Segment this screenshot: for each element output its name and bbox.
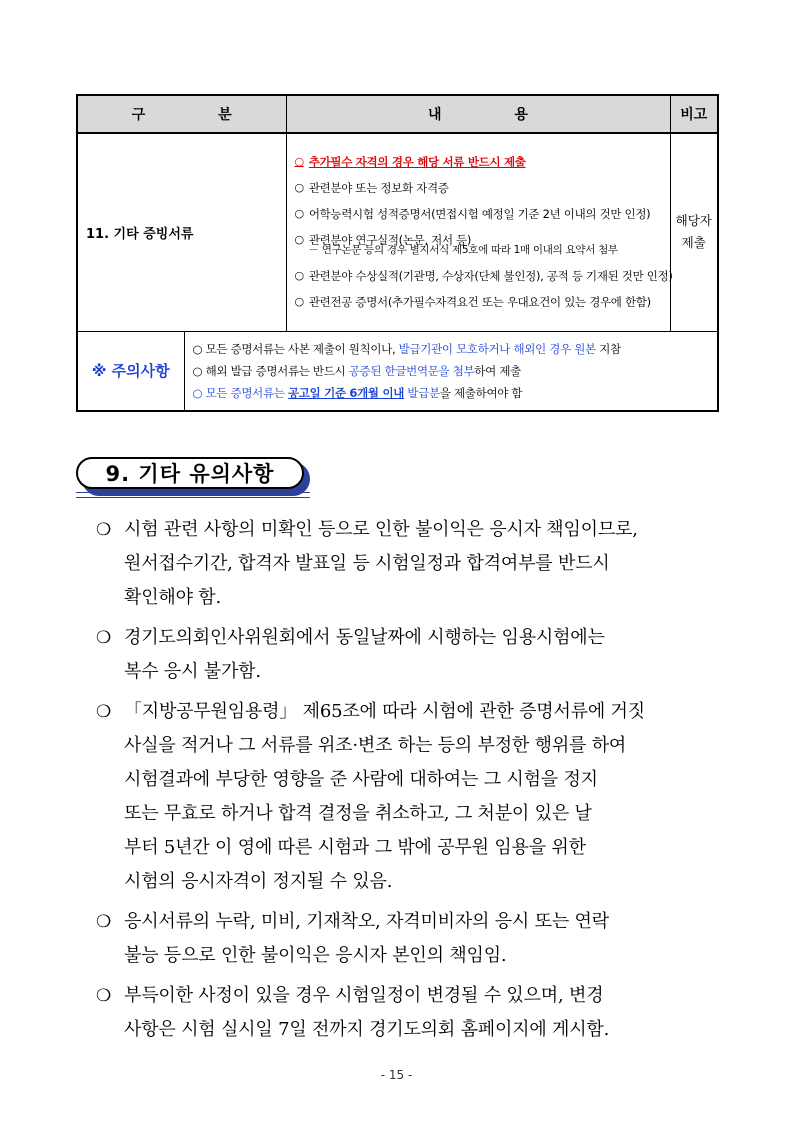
paragraph-lines [124, 513, 718, 615]
list-item: ○ 관련분야 수상실적(기관명, 수상자(단체 불인정), 공적 등 기재된 것만 인정) [294, 269, 673, 284]
table-header-row [77, 95, 718, 133]
notes-row [77, 331, 718, 411]
section-title: 9. 기타 유의사항 [76, 457, 304, 489]
table-row [77, 133, 718, 331]
paragraph-line: 확인해야 함. [124, 587, 221, 608]
list-item: ○ 어학능력시험 성적증명서(면접시험 예정일 기준 2년 이내의 것만 인정) [294, 207, 651, 222]
note-line: ○ 해외 발급 증명서류는 반드시 공증된 한글번역문을 첨부하여 제출 [192, 363, 521, 378]
list-item: ○ 추가필수 자격의 경우 해당 서류 반드시 제출 [294, 155, 526, 170]
document-table [76, 94, 719, 412]
paragraph-line: 경기도의회인사위원회에서 동일날짜에 시행하는 임용시험에는 [124, 627, 605, 648]
paragraph-line: 원서접수기간, 합격자 발표일 등 시험일정과 합격여부를 반드시 [124, 553, 610, 574]
paragraph-lines [124, 979, 718, 1047]
paragraph [96, 695, 718, 899]
list-item: ○ 관련전공 증명서(추가필수자격요건 또는 우대요건이 있는 경우에 한함) [294, 295, 651, 310]
circle-bullet-icon: ❍ [96, 912, 112, 932]
paragraph-line: 복수 응시 불가함. [124, 661, 261, 682]
paragraph-lines [124, 695, 718, 899]
row-remark [670, 133, 718, 331]
circle-bullet-icon: ❍ [96, 702, 112, 722]
paragraph-line: 사항은 시험 실시일 7일 전까지 경기도의회 홈페이지에 게시함. [124, 1019, 610, 1040]
paragraph-line: 시험의 응시자격이 정지될 수 있음. [124, 871, 393, 892]
paragraph-lines [124, 905, 718, 973]
remark-line: 해당자 [675, 213, 712, 229]
remark-line: 제출 [681, 235, 706, 251]
note-line: ○ 모든 증명서류는 공고일 기준 6개월 이내 발급분을 제출하여야 함 [192, 385, 523, 400]
header-content: 내 용 [286, 95, 670, 133]
notes-label: ※ 주의사항 [77, 331, 184, 411]
list-subitem: － 연구논문 등의 경우 별지서식 제5호에 따라 1매 이내의 요약서 첨부 [308, 244, 618, 257]
circle-bullet-icon: ❍ [96, 628, 112, 648]
paragraph-line: 시험결과에 부당한 영향을 준 사람에 대하여는 그 시험을 정지 [124, 769, 598, 790]
paragraph-line: 불능 등으로 인한 불이익은 응시자 본인의 책임임. [124, 945, 507, 966]
header-remark: 비고 [670, 95, 718, 133]
paragraph-line: 시험 관련 사항의 미확인 등으로 인한 불이익은 응시자 책임이므로, [124, 519, 638, 540]
body-paragraphs [96, 513, 718, 1053]
row-category: 11. 기타 증빙서류 [77, 133, 286, 331]
list-item: ○ 관련분야 또는 정보화 자격증 [294, 181, 449, 196]
row-content [286, 133, 673, 331]
paragraph [96, 621, 718, 689]
paragraph [96, 979, 718, 1047]
note-line: ○ 모든 증명서류는 사본 제출이 원칙이나, 발급기관이 모호하거나 해외인 경우 원본 지참 [192, 341, 621, 356]
paragraph-lines [124, 621, 718, 689]
paragraph-line: 사실을 적거나 그 서류를 위조·변조 하는 등의 부정한 행위를 하여 [124, 735, 627, 756]
paragraph-line: 부터 5년간 이 영에 따른 시험과 그 밖에 공무원 임용을 위한 [124, 837, 586, 858]
circle-bullet-icon: ❍ [96, 520, 112, 540]
circle-bullet-icon: ❍ [96, 986, 112, 1006]
paragraph [96, 513, 718, 615]
paragraph-line: 부득이한 사정이 있을 경우 시험일정이 변경될 수 있으며, 변경 [124, 985, 604, 1006]
section-underline [76, 492, 310, 498]
paragraph-line: 응시서류의 누락, 미비, 기재착오, 자격미비자의 응시 또는 연락 [124, 911, 609, 932]
paragraph [96, 905, 718, 973]
paragraph-line: 또는 무효로 하거나 합격 결정을 취소하고, 그 처분이 있은 날 [124, 803, 592, 824]
paragraph-line: 「지방공무원임용령」 제65조에 따라 시험에 관한 증명서류에 거짓 [124, 701, 645, 722]
notes-content [184, 331, 718, 411]
list-item: ○ 관련분야 연구실적(논문, 저서 등) [294, 233, 472, 248]
page-number: - 15 - [380, 1068, 413, 1082]
header-category: 구 분 [77, 95, 286, 133]
